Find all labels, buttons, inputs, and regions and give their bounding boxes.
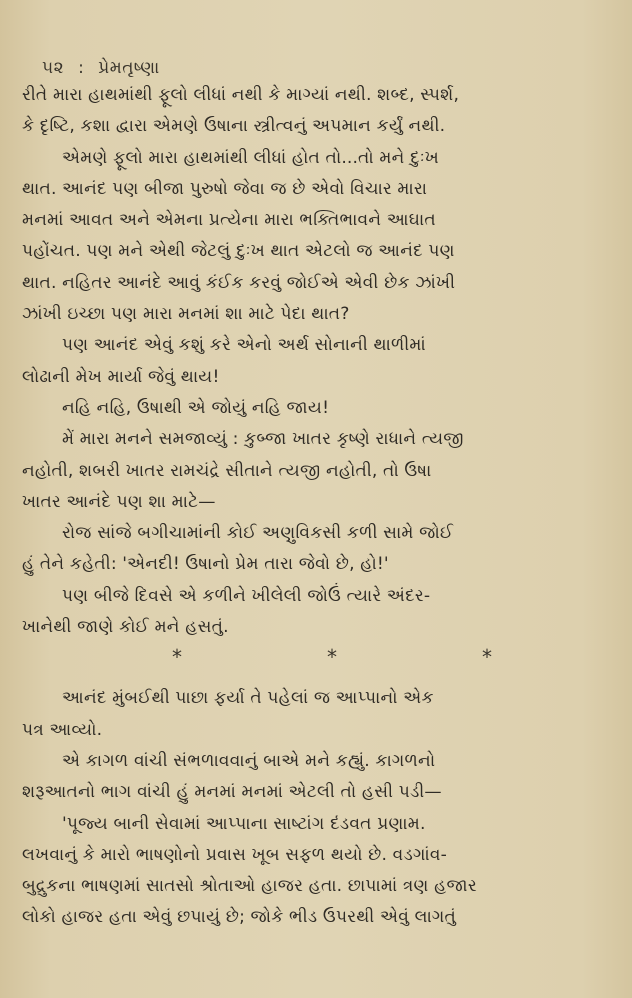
text-line: મેં મારા મનને સમજાવ્યું : કુબ્જા ખાતર કૃષ્ણે રાધાને ત્યજી bbox=[62, 429, 464, 450]
text-line: લોઢાની મેખ માર્યા જેવું થાય! bbox=[22, 366, 220, 387]
text-line: શરૂઆતનો ભાગ વાંચી હું મનમાં મનમાં એટલી તો હસી પડી— bbox=[22, 782, 442, 803]
text-line: લખવાનું કે મારો ભાષણોનો પ્રવાસ ખૂબ સફળ થયો છે. વડગાંવ- bbox=[22, 844, 447, 865]
text-line: પહોંચત. પણ મને એથી જેટલું દુઃખ થાત એટલો જ આનંદ પણ bbox=[22, 241, 455, 262]
text-line: નહિ નહિ, ઉષાથી એ જોયું નહિ જાય! bbox=[62, 397, 330, 418]
section-break-star: * bbox=[172, 645, 182, 670]
page-header bbox=[42, 58, 160, 78]
header-separator: : bbox=[78, 58, 85, 78]
section-break-star: * bbox=[327, 645, 337, 670]
text-line: પણ આનંદ એવું કશું કરે એનો અર્થ સોનાની થાળીમાં bbox=[62, 335, 426, 356]
text-line: રોજ સાંજે બગીચામાંની કોઈ અણુવિકસી કળી સામે જોઈ bbox=[62, 523, 454, 544]
text-line: ખાતર આનંદે પણ શા માટે— bbox=[22, 491, 216, 512]
text-line: પણ બીજે દિવસે એ કળીને ખીલેલી જોઉં ત્યારે અંદર- bbox=[62, 585, 431, 606]
text-line: નહોતી, શબરી ખાતર રામચંદ્રે સીતાને ત્યજી નહોતી, તો ઉષા bbox=[22, 460, 432, 481]
text-line: પત્ર આવ્યો. bbox=[22, 719, 103, 740]
text-line: ખાનેથી જાણે કોઈ મને હસતું. bbox=[22, 617, 229, 638]
section-break-star: * bbox=[482, 645, 492, 670]
text-line: થાત. આનંદ પણ બીજા પુરુષો જેવા જ છે એવો વિચાર મારા bbox=[22, 178, 428, 199]
text-line: બુદ્રુકના ભાષણમાં સાતસો શ્રોતાઓ હાજર હતા. છાપામાં ત્રણ હજાર bbox=[22, 876, 477, 897]
text-line: એ કાગળ વાંચી સંભળાવવાનું બાએ મને કહ્યું. કાગળનો bbox=[62, 750, 436, 771]
text-line: થાત. નહિતર આનંદે આવું કંઈક કરવું જોઈએ એવી છેક ઝાંખી bbox=[22, 272, 456, 293]
text-line: 'પૂજ્ય બાની સેવામાં આપ્પાના સાષ્ટાંગ દંડવત પ્રણામ. bbox=[62, 813, 426, 834]
text-line: કે દૃષ્ટિ, કશા દ્વારા એમણે ઉષાના સ્ત્રીત્વનું અપમાન કર્યું નથી. bbox=[22, 116, 446, 137]
page-number: ૫૨ bbox=[42, 58, 65, 78]
page-body bbox=[22, 80, 612, 934]
text-line: આનંદ મુંબઈથી પાછા ફર્યા તે પહેલાં જ આપ્પાનો એક bbox=[62, 688, 434, 709]
text-line: એમણે ફૂલો મારા હાથમાંથી લીધાં હોત તો...તો મને દુઃખ bbox=[62, 147, 439, 168]
text-line: મનમાં આવત અને એમના પ્રત્યેના મારા ભક્તિભાવને આઘાત bbox=[22, 210, 436, 231]
text-line: લોકો હાજર હતા એવું છપાયું છે; જોકે ભીડ ઉપરથી એવું લાગતું bbox=[22, 907, 457, 928]
text-line: હું તેને કહેતી: 'એનદી! ઉષાનો પ્રેમ તારા જેવો છે, હો!' bbox=[22, 554, 389, 575]
text-line: રીતે મારા હાથમાંથી ફૂલો લીધાં નથી કે માગ્યાં નથી. શબ્દ, સ્પર્શ, bbox=[22, 85, 460, 105]
book-title: પ્રેમતૃષ્ણા bbox=[98, 58, 160, 78]
text-line: ઝાંખી ઇચ્છા પણ મારા મનમાં શા માટે પેદા થાત? bbox=[22, 304, 350, 325]
section-break bbox=[172, 643, 492, 671]
